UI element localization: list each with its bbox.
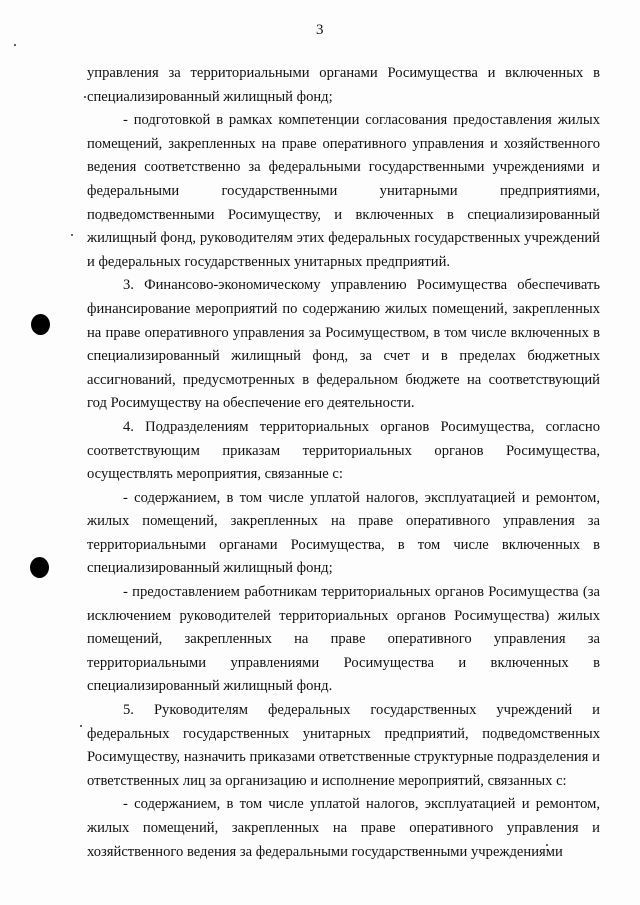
paragraph-item-3: 3. Финансово-экономическому управлению Росимущества обеспечивать финансирование мероприятий по содержанию жилых помещений, закрепленных на праве оперативного управления за Росимуществом, в том числе включенных в специализированный жилищный фонд, за счет и в пределах бюджетных ассигнований, предусмотренных в федеральном бюджете на соответствующий год Росимуществу на обеспечение его деятельности. — [87, 277, 600, 412]
scan-speck — [84, 96, 86, 98]
scan-speck — [80, 725, 82, 727]
page-number: 3 — [316, 22, 324, 38]
scan-speck — [71, 234, 73, 236]
punch-hole-mark — [30, 557, 49, 578]
document-body — [87, 62, 600, 864]
paragraph-item-5: 5. Руководителям федеральных государственных учреждений и федеральных государственных унитарных предприятий, подведомственных Росимуществу, назначить приказами ответственные структурные подразделения и ответственных лиц за организацию и исполнение мероприятий, связанных с: — [87, 702, 600, 789]
paragraph-bullet-maintenance: - содержанием, в том числе уплатой налогов, эксплуатацией и ремонтом, жилых помещений, закрепленных на праве оперативного управления за территориальными органами Росимущества, в том числе включенных в специализированный жилищный фонд; — [87, 489, 600, 577]
paragraph-bullet-maintenance-enterprises: - содержанием, в том числе уплатой налогов, эксплуатацией и ремонтом, жилых помещений, закрепленных на праве оперативного управления и хозяйственного ведения за федеральными государственными учреждениями — [87, 796, 600, 860]
paragraph-continuation: управления за территориальными органами Росимущества и включенных в специализированный жилищный фонд; — [87, 65, 600, 105]
paragraph-bullet-provision: - предоставлением работникам территориальных органов Росимущества (за исключением руководителей территориальных органов Росимущества) жилых помещений, закрепленных на праве оперативного управления за территориальными управлениями Росимущества и включенных в специализированный жилищный фонд. — [87, 584, 600, 695]
paragraph-item-4: 4. Подразделениям территориальных органов Росимущества, согласно соответствующим приказам территориальных органов Росимущества, осуществлять мероприятия, связанные с: — [87, 418, 600, 483]
punch-hole-mark — [31, 314, 50, 335]
scan-speck — [14, 44, 16, 46]
paragraph-bullet-approval: - подготовкой в рамках компетенции согласования предоставления жилых помещений, закрепленных на праве оперативного управления и хозяйственного ведения соответственно за федеральными государственными учреждениями и федеральными государственными унитарными предприятиями, подведомственными Росимуществу, и включенных в специализированный жилищный фонд, руководителям этих федеральных государственных учреждений и федеральных государственных унитарных предприятий. — [87, 112, 600, 270]
